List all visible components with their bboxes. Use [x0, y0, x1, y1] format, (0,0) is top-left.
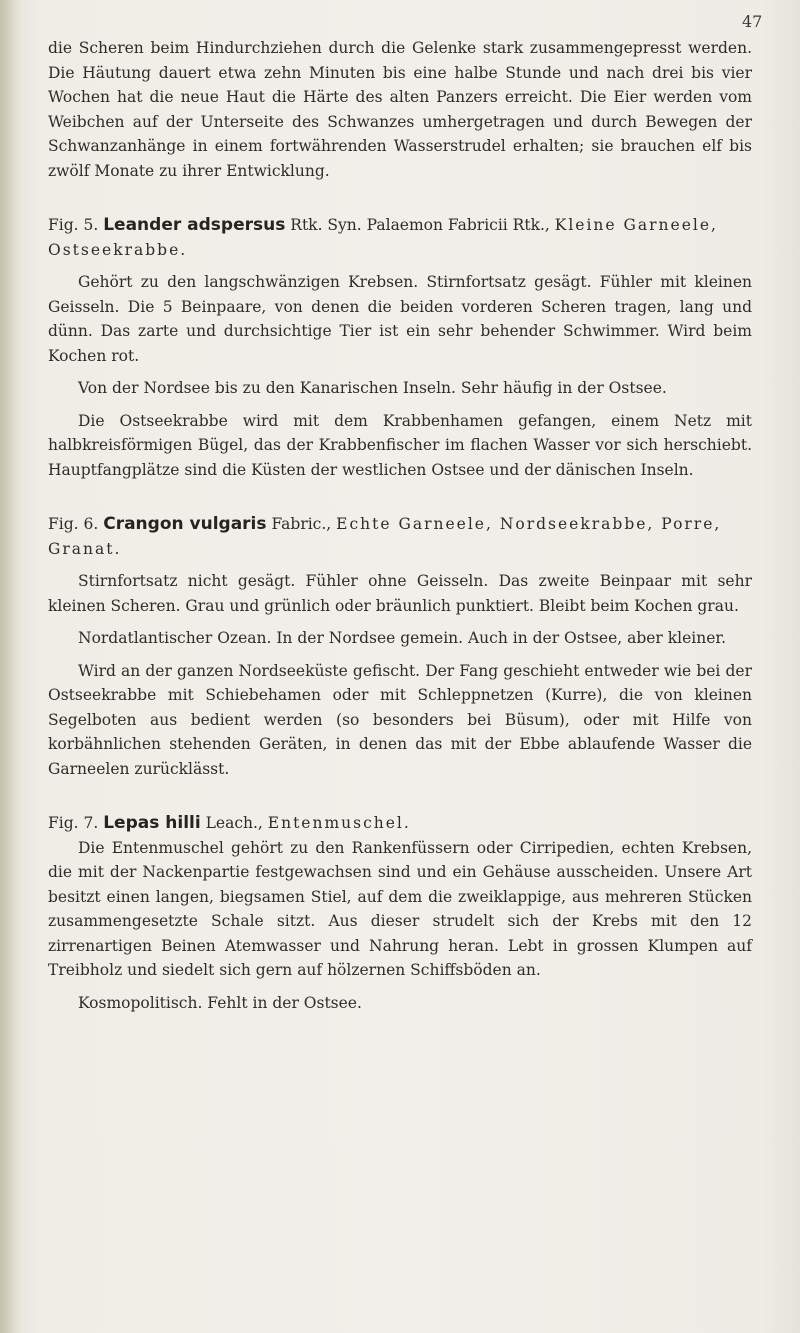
fig6-description: Stirnfortsatz nicht gesägt. Fühler ohne Geisseln. Das zweite Beinpaar mit sehr kleinen Scheren. Grau und grünlich oder bräunlich punktiert. Bleibt beim Kochen grau. — [48, 572, 752, 615]
fig7-common-name: Entenmuschel. — [267, 814, 411, 832]
fig7-heading — [48, 811, 752, 836]
fig5-distribution: Von der Nordsee bis zu den Kanarischen Inseln. Sehr häufig in der Ostsee. — [78, 379, 667, 397]
fig5-fishing: Die Ostseekrabbe wird mit dem Krabbenhamen gefangen, einem Netz mit halbkreisförmigen Bügel, das der Krabbenfischer im flachen Wasser vor sich herschiebt. Hauptfangplätze sind die Küsten der westlichen Ostsee und der dänischen Inseln. — [48, 411, 752, 479]
fig7-species: Lepas hilli — [103, 813, 201, 833]
fig6-species: Crangon vulgaris — [103, 514, 267, 534]
page-text — [48, 36, 752, 1015]
fig7-distribution: Kosmopolitisch. Fehlt in der Ostsee. — [78, 993, 362, 1012]
fig5-label: Fig. 5. — [48, 216, 99, 234]
fig6-fishing: Wird an der ganzen Nordseeküste gefischt. Der Fang geschieht entweder wie bei der Ostseekrabbe mit Schiebehamen oder mit Schleppnetzen (Kurre), die von kleinen Segelboten aus bedient werden (so besonders bei Büsum), oder mit Hilfe von korbähnlichen stehenden Geräten, in denen das mit der Ebbe ablaufende Wasser die Garneelen zurücklässt. — [48, 661, 752, 778]
fig5-synonym: Rtk. Syn. Palaemon Fabricii Rtk., — [290, 216, 550, 234]
page-edge-shadow — [0, 0, 22, 1333]
fig5-heading — [48, 213, 752, 262]
paragraph-continuation: die Scheren beim Hindurchziehen durch die Gelenke stark zusammengepresst werden. Die Häutung dauert etwa zehn Minuten bis eine halbe Stunde und nach drei bis vier Wochen hat die neue Haut die Härte des alten Panzers erreicht. Die Eier werden vom Weibchen auf der Unterseite des Schwanzes umhergetragen und durch Bewegen der Schwanzanhänge in einem fortwährenden Wasserstrudel erhalten; sie brauchen elf bis zwölf Monate zu ihrer Entwicklung. — [48, 39, 752, 180]
fig5-common-names: Kleine Garneele, Ostseekrabbe. — [48, 216, 718, 259]
fig7-description: Die Entenmuschel gehört zu den Rankenfüssern oder Cirripedien, echten Krebsen, die mit der Nackenpartie festgewachsen sind und ein Gehäuse ausscheiden. Unsere Art besitzt einen langen, biegsamen Stiel, auf dem die zweiklappige, aus mehreren Stücken zusammengesetzte Schale sitzt. Aus dieser strudelt sich der Krebs mit den 12 zirrenartigen Beinen Atemwasser und Nahrung heran. Lebt in grossen Klumpen auf Treibholz und siedelt sich gern auf hölzernen Schiffsböden an. — [48, 838, 752, 979]
fig6-common-names: Echte Garneele, Nordseekrabbe, Porre, Granat. — [48, 515, 722, 558]
fig7-label: Fig. 7. — [48, 814, 99, 832]
fig6-author: Fabric., — [271, 515, 332, 533]
fig5-species: Leander adspersus — [103, 215, 286, 235]
fig6-distribution: Nordatlantischer Ozean. In der Nordsee gemein. Auch in der Ostsee, aber kleiner. — [78, 629, 727, 647]
fig7-author: Leach., — [205, 814, 263, 832]
fig6-heading — [48, 512, 752, 561]
fig5-description: Gehört zu den langschwänzigen Krebsen. Stirnfortsatz gesägt. Fühler mit kleinen Geisseln. Die 5 Beinpaare, von denen die beiden vorderen Scheren tragen, lang und dünn. Das zarte und durchsichtige Tier ist ein sehr behender Schwimmer. Wird beim Kochen rot. — [48, 273, 752, 365]
page-number: 47 — [742, 12, 763, 31]
fig6-label: Fig. 6. — [48, 515, 99, 533]
